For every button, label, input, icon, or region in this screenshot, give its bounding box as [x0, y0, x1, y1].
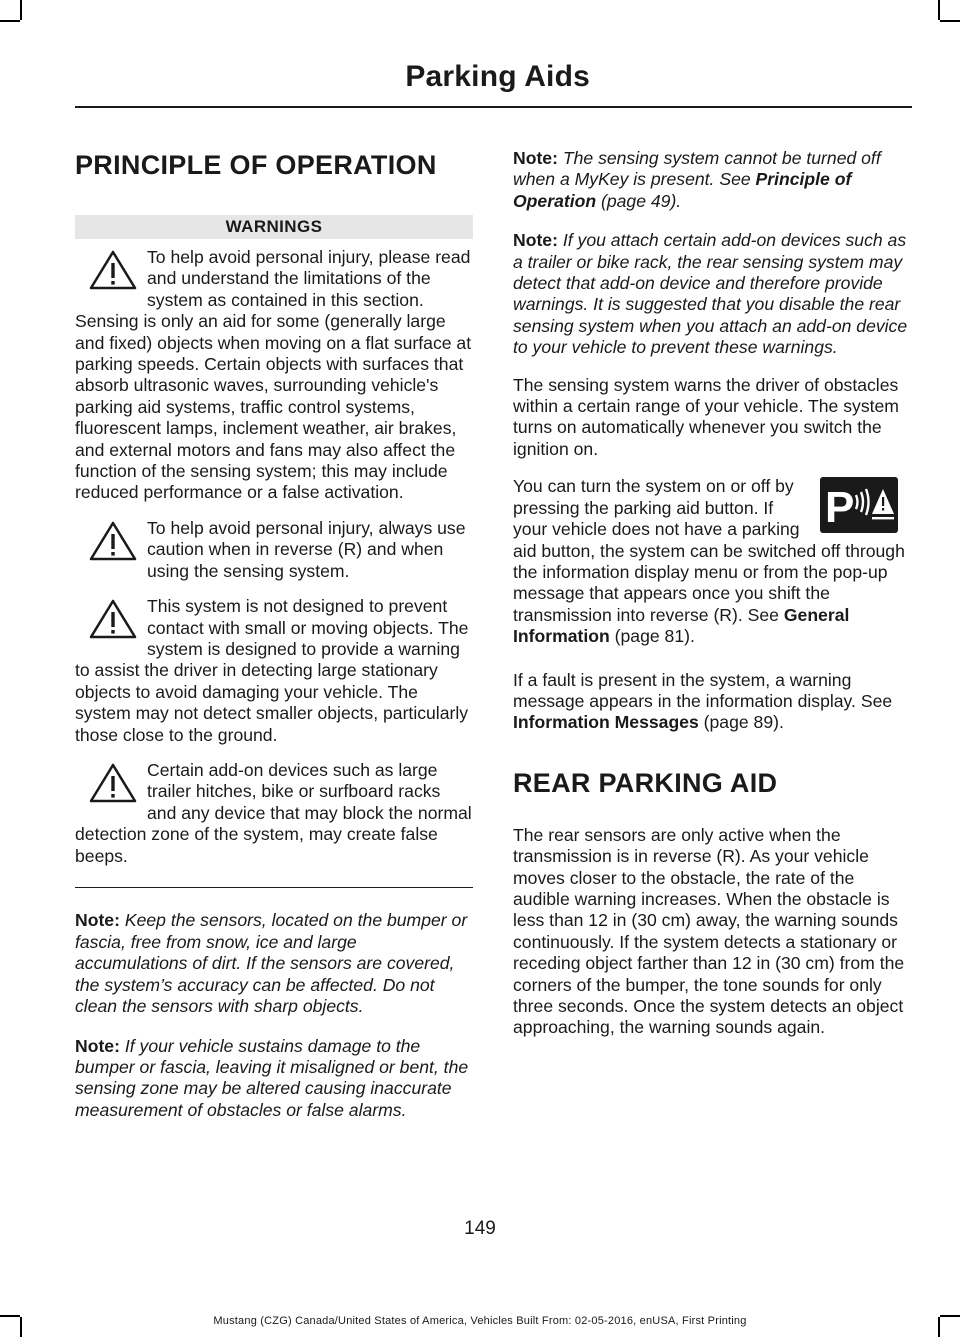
warning-text: To help avoid personal injury, always use caution when in reverse (R) and when using the sensing system.	[147, 517, 466, 581]
warning-item	[75, 596, 473, 746]
note-bumper-damage	[75, 1036, 473, 1122]
note-text: If your vehicle sustains damage to the bumper or fascia, leaving it misaligned or bent, the sensing zone may be altered causing inaccurate measurement of obstacles or false alarms.	[75, 1035, 469, 1120]
crop-mark	[20, 0, 22, 20]
paragraph-text: If a fault is present in the system, a warning message appears in the information display. See	[513, 669, 893, 711]
cross-reference-link[interactable]: Principle of Operation	[513, 169, 852, 211]
note-sensors-clean	[75, 910, 473, 1017]
note-add-on-devices	[513, 230, 909, 358]
warning-text: Certain add-on devices such as large trailer hitches, bike or surfboard racks and any device that may block the normal detection zone of the system, may create false beeps.	[75, 759, 472, 866]
page-reference: (page 89).	[703, 712, 784, 733]
crop-mark	[0, 20, 20, 22]
warning-triangle-icon	[89, 249, 137, 291]
paragraph-rear-sensors: The rear sensors are only active when the transmission is in reverse (R). As your vehicle moves closer to the obstacle, the rate of the audible warning increases. When the obstacle is less than 12 in (30 cm) away, the warning sounds continuously. If the system detects a stationary or receding object farther than 12 in (30 cm) from the corners of the bumper, the tone sounds for only three seconds. Once the system detects an object approaching, the warning sounds again.	[513, 824, 905, 1038]
warnings-end-rule	[75, 887, 473, 889]
paragraph-fault-message	[513, 670, 909, 734]
warning-text: This system is not designed to prevent contact with small or moving objects. The system is designed to provide a warning to assist the driver in detecting large stationary objects to avoid damaging your vehicle. The system may not detect smaller objects, particularly those close to the ground.	[75, 596, 469, 745]
paragraph-text: You can turn the system on or off by pressing the parking aid button. If your vehicle does not have a parking aid button, the system can be switched off through the information display menu or from the pop-up message that appears once you shift the transmission into reverse (R). See	[513, 476, 905, 625]
warnings-banner: WARNINGS	[75, 215, 473, 239]
note-text: If you attach certain add-on devices such as a trailer or bike rack, the rear sensing system may detect that add-on device and therefore provide warnings. It is suggested that you disable the rear sensing system when you attach an add-on device to your vehicle to prevent these warnings.	[513, 230, 908, 358]
paragraph-parking-aid-button	[513, 476, 909, 647]
left-column	[75, 150, 473, 1121]
note-label: Note:	[513, 230, 558, 251]
note-text: The sensing system cannot be turned off when a MyKey is present. See	[513, 148, 881, 190]
cross-reference-link[interactable]: Information Messages	[513, 712, 699, 733]
note-label: Note:	[75, 1035, 120, 1056]
page-number: 149	[464, 1218, 496, 1239]
page-reference: (page 49).	[600, 190, 682, 211]
warning-item	[75, 518, 473, 582]
section-title: Parking Aids	[405, 60, 590, 93]
warning-triangle-icon	[89, 520, 137, 562]
warning-item	[75, 760, 473, 867]
heading-principle-of-operation: PRINCIPLE OF OPERATION	[75, 150, 437, 180]
footer-publication-info: Mustang (CZG) Canada/United States of America, Vehicles Built From: 02-05-2016, enUSA, First Printing	[213, 1315, 747, 1327]
crop-mark	[940, 20, 960, 22]
warning-text: To help avoid personal injury, please read and understand the limitations of the system as contained in this section. Sensing is only an aid for some (generally large and fixed) objects when moving on a flat surface at parking speeds. Certain objects with surfaces that absorb ultrasonic waves, surrounding vehicle's parking aid systems, traffic control systems, fluorescent lamps, inclement weather, air brakes, and external motors and fans may also affect the function of the sensing system; this may include reduced performance or a false activation.	[75, 247, 472, 503]
cross-reference-link[interactable]: General Information	[513, 604, 850, 647]
page-reference: (page 81).	[614, 626, 695, 647]
warning-triangle-icon	[89, 598, 137, 640]
right-column	[513, 148, 909, 1039]
parking-aid-button-icon	[819, 476, 899, 534]
warning-triangle-icon	[89, 762, 137, 804]
note-mykey	[513, 148, 909, 212]
note-label: Note:	[513, 148, 558, 168]
crop-mark	[938, 0, 940, 20]
note-label: Note:	[75, 910, 120, 931]
header-rule	[75, 106, 912, 108]
note-text: Keep the sensors, located on the bumper or fascia, free from snow, ice and large accumulations of dirt. If the sensors are covered, the system’s accuracy can be affected. Do not clean the sensors with sharp objects.	[75, 910, 468, 1017]
heading-rear-parking-aid: REAR PARKING AID	[513, 767, 778, 798]
warning-item	[75, 247, 473, 504]
svg-text:P: P	[825, 483, 855, 533]
paragraph-sensing-warns: The sensing system warns the driver of obstacles within a certain range of your vehicle. The system turns on automatically whenever you switch the ignition on.	[513, 374, 899, 459]
